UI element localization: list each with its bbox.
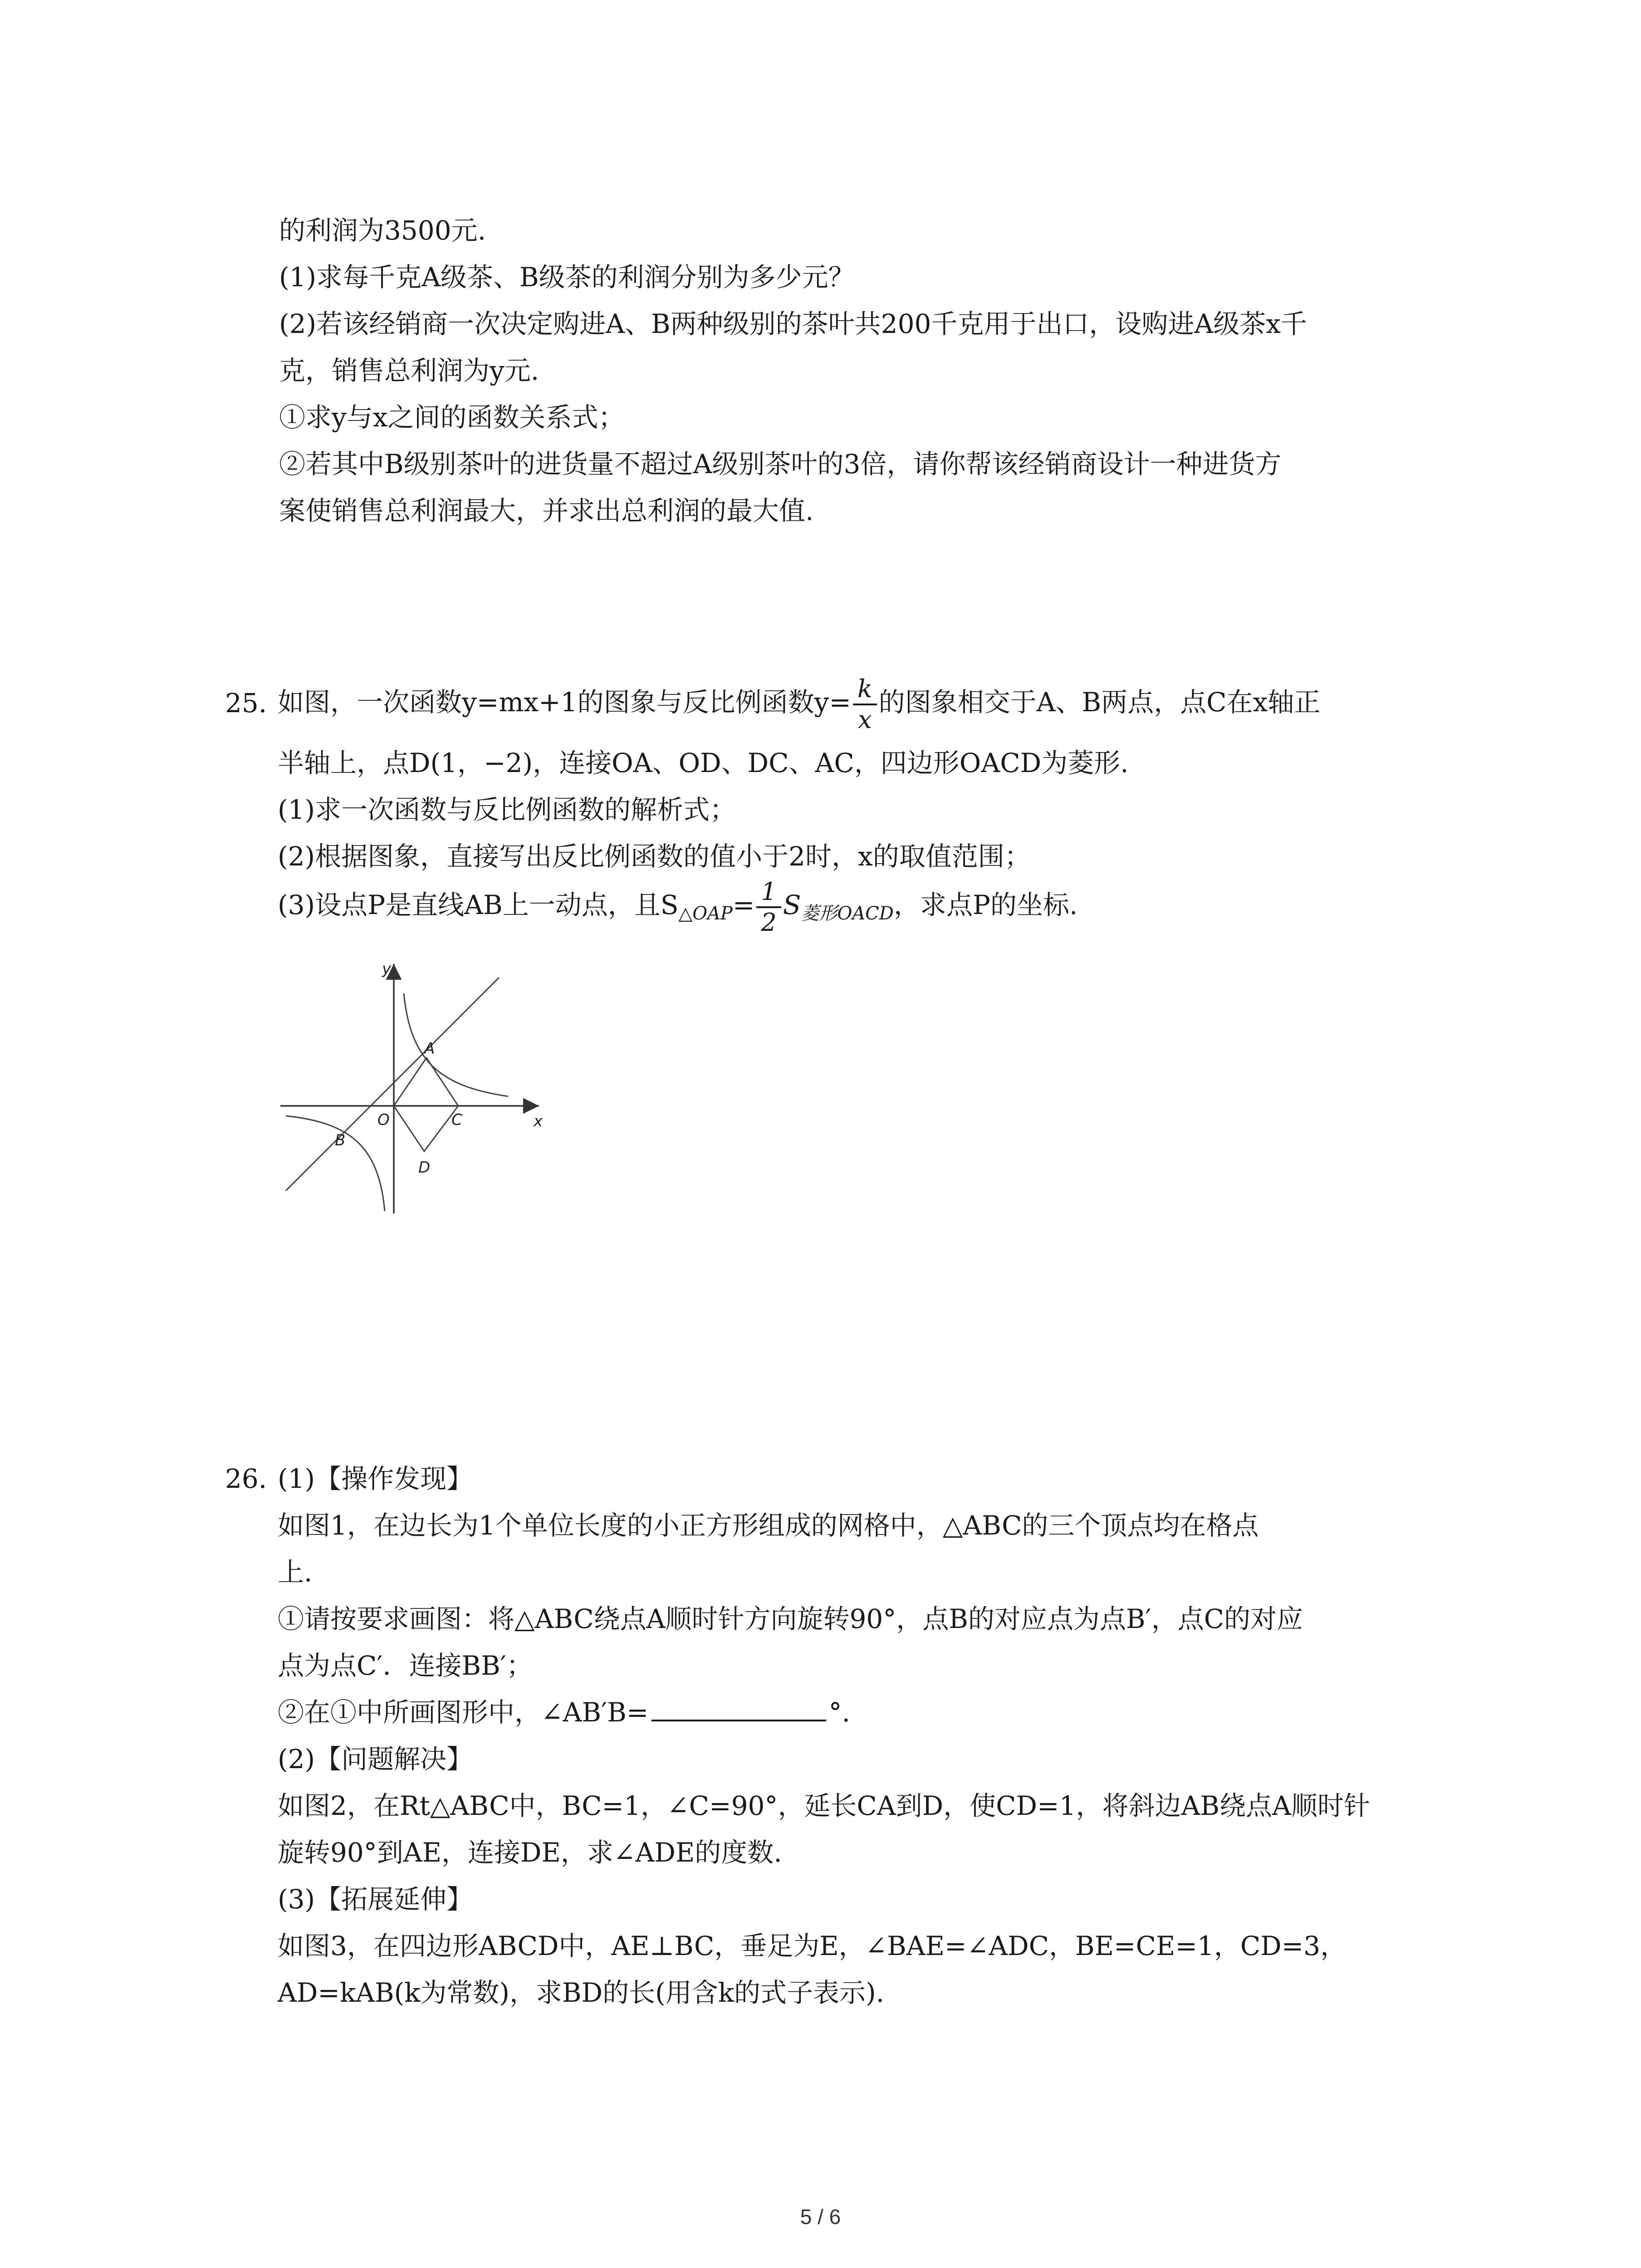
q26-text3-line2: AD=kAB(k为常数)，求BD的长(用含k的式子表示). bbox=[278, 1977, 885, 2008]
q25-line2: 半轴上，点D(1，−2)，连接OA、OD、DC、AC，四边形OACD为菱形. bbox=[278, 748, 1129, 778]
label-a: A bbox=[424, 1040, 435, 1058]
fraction-denominator: x bbox=[858, 705, 872, 734]
q26-text1-line2: 上. bbox=[278, 1557, 313, 1588]
label-x: x bbox=[534, 1112, 543, 1130]
q25-part3-pre: (3)设点P是直线AB上一动点，且S bbox=[278, 890, 679, 920]
area-symbol: S bbox=[783, 890, 801, 920]
q24-subpart1: ①求y与x之间的函数关系式； bbox=[279, 402, 625, 433]
q26-text2-line1: 如图2，在Rt△ABC中，BC=1，∠C=90°，延长CA到D，使CD=1，将斜边AB绕点A顺时针 bbox=[278, 1790, 1370, 1821]
q26-step1-line1: ①请按要求画图：将△ABC绕点A顺时针方向旋转90°，点B的对应点为点B′，点C的对应 bbox=[278, 1603, 1303, 1634]
rhombus-oacd bbox=[394, 1058, 458, 1151]
q26-text3-line1: 如图3，在四边形ABCD中，AE⊥BC，垂足为E，∠BAE=∠ADC，BE=CE=1，CD=3， bbox=[278, 1931, 1347, 1961]
q25-part3 bbox=[278, 873, 1078, 945]
label-c: C bbox=[451, 1111, 462, 1129]
q26-heading1: (1)【操作发现】 bbox=[278, 1463, 473, 1494]
fraction-numerator: k bbox=[853, 675, 877, 705]
q25-part3-post: ，求点P的坐标. bbox=[893, 890, 1078, 920]
half-denominator: 2 bbox=[761, 908, 777, 937]
rhombus-subscript: 菱形OACD bbox=[801, 903, 894, 924]
q26-number: 26. bbox=[225, 1463, 267, 1494]
half-numerator: 1 bbox=[756, 877, 781, 908]
page-number: 5 / 6 bbox=[800, 2205, 841, 2229]
q26-step2-pre: ②在①中所画图形中，∠AB′B= bbox=[278, 1697, 649, 1728]
q24-part2-line2: 克，销售总利润为y元. bbox=[279, 355, 539, 386]
q26-step1-line2: 点为点C′．连接BB′； bbox=[278, 1650, 533, 1681]
hyperbola-branch-1 bbox=[404, 993, 508, 1096]
q24-cont-line: 的利润为3500元. bbox=[279, 215, 486, 246]
q24-part1: (1)求每千克A级茶、B级茶的利润分别为多少元？ bbox=[279, 262, 855, 293]
q26-heading3: (3)【拓展延伸】 bbox=[278, 1884, 473, 1915]
label-y: y bbox=[382, 960, 392, 978]
q26-step2 bbox=[278, 1696, 850, 1728]
q26-step2-post: °. bbox=[828, 1697, 850, 1728]
q26-text2-line2: 旋转90°到AE，连接DE，求∠ADE的度数. bbox=[278, 1837, 782, 1868]
hyperbola-branch-2 bbox=[286, 1116, 385, 1211]
q24-part2-line1: (2)若该经销商一次决定购进A、B两种级别的茶叶共200千克用于出口，设购进A级茶x千 bbox=[279, 308, 1307, 339]
one-half-fraction bbox=[756, 877, 781, 937]
q25-line1-post: 的图象相交于A、B两点，点C在x轴正 bbox=[878, 687, 1321, 718]
q24-subpart2-line1: ②若其中B级别茶叶的进货量不超过A级别茶叶的3倍，请你帮该经销商设计一种进货方 bbox=[279, 449, 1282, 479]
line-ab bbox=[286, 978, 499, 1191]
q25-part1: (1)求一次函数与反比例函数的解析式； bbox=[278, 794, 736, 825]
label-o: O bbox=[377, 1111, 390, 1129]
q25-line1-pre: 如图，一次函数y=mx+1的图象与反比例函数y= bbox=[278, 687, 851, 718]
q25-part2: (2)根据图象，直接写出反比例函数的值小于2时，x的取值范围； bbox=[278, 841, 1031, 872]
q26-heading2: (2)【问题解决】 bbox=[278, 1744, 473, 1774]
answer-blank[interactable] bbox=[652, 1697, 826, 1721]
equals-sign: = bbox=[732, 890, 755, 920]
label-d: D bbox=[418, 1158, 431, 1177]
q25-figure bbox=[272, 950, 563, 1222]
q25-number: 25. bbox=[225, 688, 267, 719]
k-over-x-fraction bbox=[853, 675, 877, 734]
triangle-oap-subscript: △OAP bbox=[678, 903, 733, 924]
label-b: B bbox=[335, 1131, 346, 1149]
q26-text1-line1: 如图1，在边长为1个单位长度的小正方形组成的网格中，△ABC的三个顶点均在格点 bbox=[278, 1510, 1259, 1541]
q25-line1 bbox=[278, 670, 1320, 734]
q24-subpart2-line2: 案使销售总利润最大，并求出总利润的最大值. bbox=[279, 495, 814, 526]
